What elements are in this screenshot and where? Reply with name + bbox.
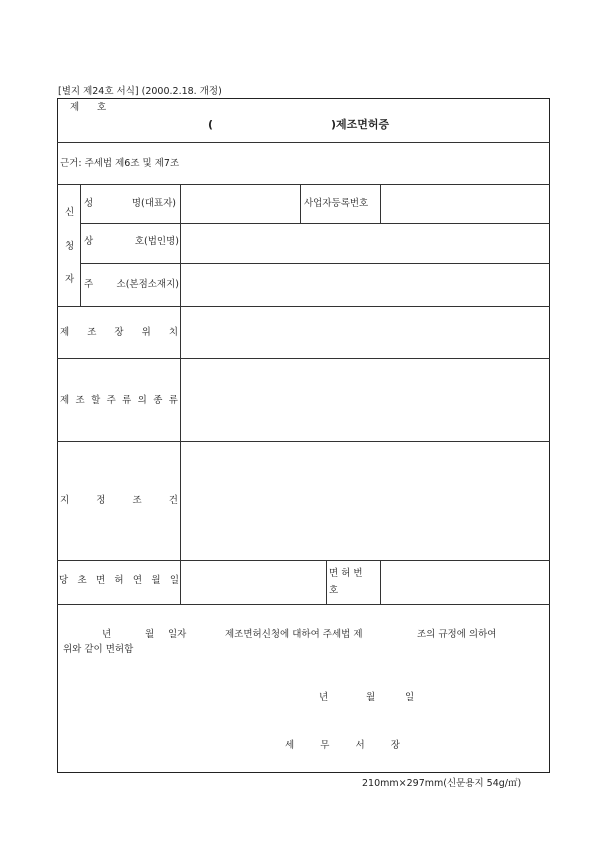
- trade-name-label: 상 호(법인명): [84, 236, 179, 247]
- divider: [57, 358, 550, 359]
- divider: [57, 142, 550, 143]
- divider: [326, 560, 327, 604]
- statement-text: 제조면허신청에 대하여 주세법 제: [225, 629, 363, 640]
- biz-reg-number-label: 사업자등록번호: [304, 198, 369, 209]
- divider: [80, 223, 550, 224]
- statement-year: 년: [102, 629, 112, 640]
- divider: [380, 560, 381, 604]
- number-label-ho: 호: [97, 102, 107, 113]
- applicant-label-char: 청: [65, 241, 75, 252]
- divider: [57, 441, 550, 442]
- divider: [57, 560, 550, 561]
- conditions-label: 지 정 조 건: [60, 495, 178, 506]
- statement-text-end: 조의 규정에 의하여: [417, 629, 497, 640]
- license-number-label-suffix: 호: [329, 585, 339, 596]
- issue-date-day: 일: [405, 692, 415, 703]
- statement-day: 일자: [168, 629, 187, 640]
- legal-basis: 근거: 주세법 제6조 및 제7조: [60, 158, 180, 169]
- applicant-label-char: 자: [65, 274, 75, 285]
- divider: [380, 184, 381, 223]
- initial-license-date-label: 당 초 면 허 연 월 일: [59, 575, 179, 586]
- name-label: 성 명(대표자): [84, 198, 176, 209]
- form-header: [별지 제24호 서식] (2000.2.18. 개정): [58, 86, 222, 97]
- page-title: )제조면허증: [331, 118, 390, 131]
- address-label: 주 소(본점소재지): [84, 279, 179, 290]
- number-label-je: 제: [70, 102, 80, 113]
- divider: [57, 306, 550, 307]
- title-open-paren: (: [208, 118, 214, 131]
- tax-office-head: 세 무 서 장: [285, 740, 400, 751]
- divider: [80, 184, 81, 306]
- license-number-label: 면 허 번: [329, 568, 363, 579]
- statement-month: 월: [145, 629, 155, 640]
- issue-date-year: 년: [319, 692, 329, 703]
- divider: [80, 263, 550, 264]
- issue-date-month: 월: [366, 692, 376, 703]
- applicant-label-char: 신: [65, 207, 75, 218]
- divider: [300, 184, 301, 223]
- divider: [57, 184, 550, 185]
- paper-spec: 210mm×297mm(신문용지 54g/㎡): [362, 778, 522, 789]
- statement-line2: 위와 같이 면허함: [63, 644, 134, 655]
- factory-location-label: 제 조 장 위 치: [60, 327, 178, 338]
- liquor-type-label: 제 조 할 주 류 의 종 류: [60, 395, 178, 406]
- divider: [57, 604, 550, 605]
- divider: [180, 184, 181, 604]
